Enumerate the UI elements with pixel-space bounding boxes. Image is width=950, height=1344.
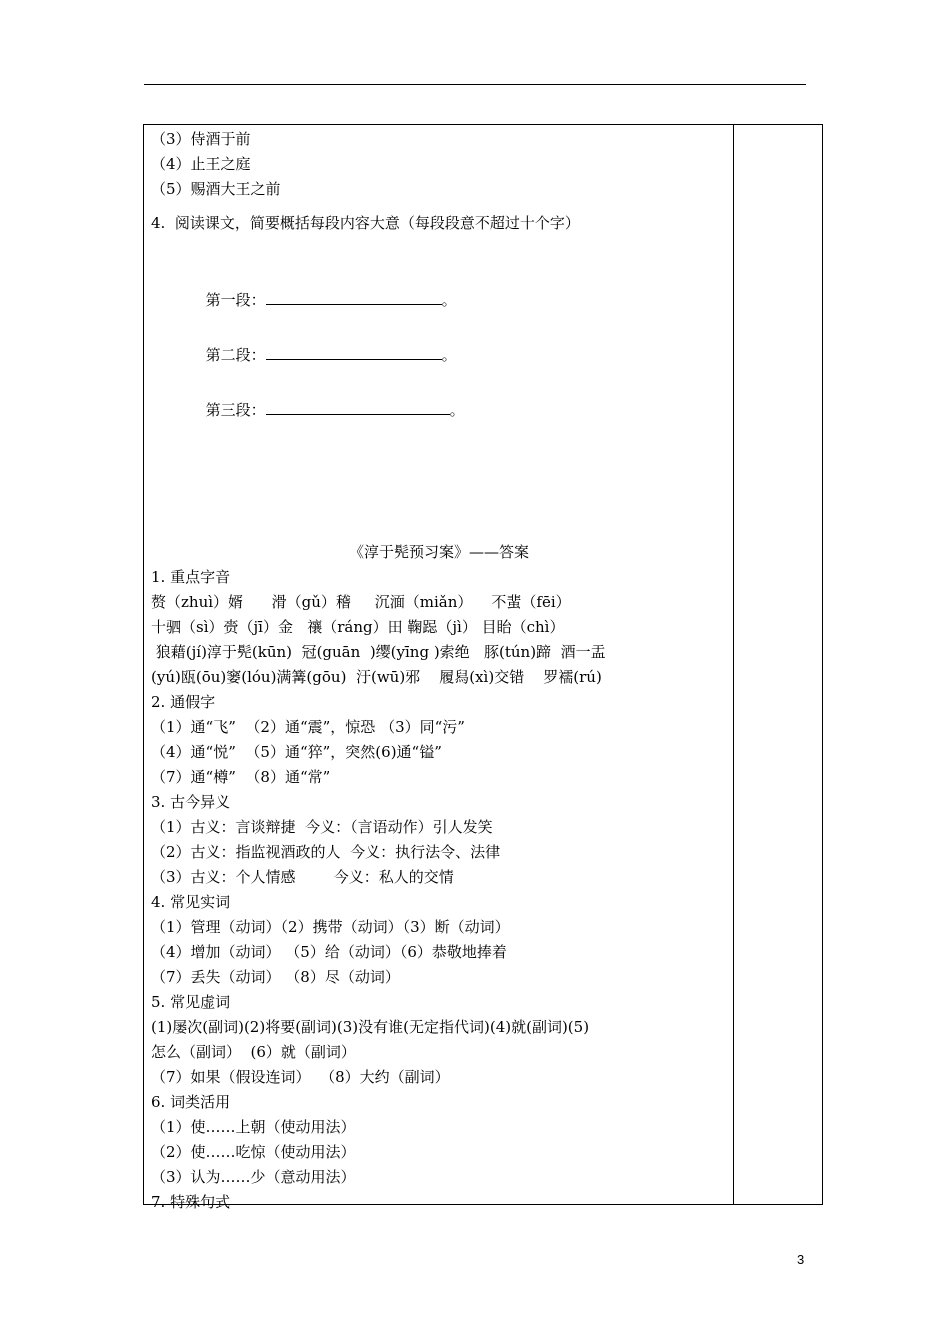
paragraph-1-label: 第一段： xyxy=(205,291,266,309)
paragraph-1-end: 。 xyxy=(441,291,457,309)
answer-line: （7）如果（假设连词） （8）大约（副词） xyxy=(151,1068,450,1086)
answer-line: （2）使……吃惊（使动用法） xyxy=(151,1143,356,1161)
answer-lines xyxy=(151,565,727,1215)
answer-title: 《淳于髡预习案》——答案 xyxy=(348,543,529,561)
answer-line: （7）通“樽” （8）通“常” xyxy=(151,768,331,786)
page-number: 3 xyxy=(797,1252,805,1267)
answer-line: （7）丢失（动词） （8）尽（动词） xyxy=(151,968,400,986)
answer-line: 怎么（副词） (6）就（副词） xyxy=(151,1043,356,1061)
answer-line: 7. 特殊句式 xyxy=(151,1193,231,1211)
answer-line: （1）管理（动词）（2）携带（动词）（3）断（动词） xyxy=(151,918,510,936)
answer-line: 6. 词类活用 xyxy=(151,1093,231,1111)
paragraph-2-label: 第二段： xyxy=(205,346,266,364)
answer-line: （4）增加（动词） （5）给（动词）（6）恭敬地捧着 xyxy=(151,943,507,961)
answer-line: 3. 古今异义 xyxy=(151,793,231,811)
top-item-3: （3）侍酒于前 xyxy=(151,130,251,148)
answer-line: （1）通“飞” （2）通“震”，惊恐 （3）同“污” xyxy=(151,718,465,736)
answer-line: （2）古义：指监视酒政的人 今义：执行法令、法律 xyxy=(151,843,501,861)
header-rule xyxy=(144,84,806,85)
paragraph-2-blank[interactable] xyxy=(266,342,442,360)
answer-line: 2. 通假字 xyxy=(151,693,216,711)
lesson-table xyxy=(143,124,823,1211)
answer-line: 1. 重点字音 xyxy=(151,568,231,586)
answer-line: （4）通“悦” （5）通“猝”，突然(6)通“镒” xyxy=(151,743,442,761)
answer-line: (yú)瓯(ōu)窭(lóu)满篝(gōu) 汙(wū)邪 履舄(xì)交错 罗襦(rú) xyxy=(151,668,602,686)
answer-line: （3）古义：个人情感 今义：私人的交情 xyxy=(151,868,454,886)
question-4-prompt: 4. 阅读课文，简要概括每段内容大意（每段段意不超过十个字） xyxy=(151,214,580,232)
paragraph-3-end: 。 xyxy=(449,401,465,419)
top-item-5: （5）赐酒大王之前 xyxy=(151,180,281,198)
paragraph-2-fill xyxy=(151,317,727,364)
answer-line: 5. 常见虚词 xyxy=(151,993,231,1011)
answer-line: 十驷（sì）赍（jī）金 禳（ráng）田 鞠跽（jì） 目眙（chì） xyxy=(151,618,565,636)
paragraph-3-fill xyxy=(151,372,727,419)
answer-line: (1)屡次(副词)(2)将要(副词)(3)没有谁(无定指代词)(4)就(副词)(5) xyxy=(151,1018,590,1036)
left-column-content xyxy=(151,127,727,1215)
answer-line: （1）使……上朝（使动用法） xyxy=(151,1118,356,1136)
paragraph-3-blank[interactable] xyxy=(266,397,450,415)
paragraph-3-label: 第三段： xyxy=(205,401,266,419)
column-divider xyxy=(733,125,734,1204)
top-item-4: （4）止王之庭 xyxy=(151,155,251,173)
answer-line: 赘（zhuì）婿 滑（gǔ）稽 沉湎（miǎn） 不蜚（fēi） xyxy=(151,593,571,611)
answer-line: 4. 常见实词 xyxy=(151,893,231,911)
answer-line: （3）认为……少（意动用法） xyxy=(151,1168,356,1186)
answer-line: （1）古义：言谈辩捷 今义：（言语动作）引人发笑 xyxy=(151,818,493,836)
answer-line: 狼藉(jí)淳于髡(kūn) 冠(guān )缨(yīng )索绝 豚(tún)蹄 酒一盂 xyxy=(151,643,606,661)
paragraph-1-blank[interactable] xyxy=(266,287,442,305)
paragraph-2-end: 。 xyxy=(441,346,457,364)
paragraph-1-fill xyxy=(151,262,727,309)
